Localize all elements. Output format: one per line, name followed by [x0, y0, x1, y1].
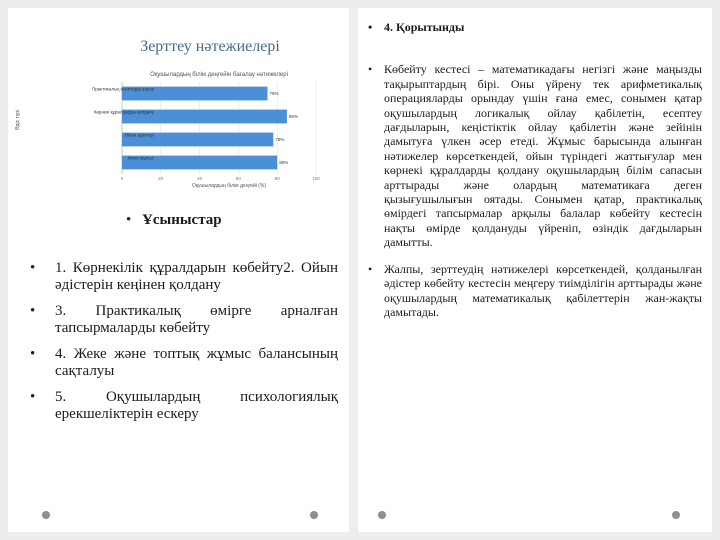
chart-x-tick-label: 0: [120, 176, 124, 181]
recommendation-text: 1. Көрнекілік құралдарын көбейту2. Ойын әдістерін кеңінен қолдану: [55, 260, 338, 293]
chart-y-axis-label: Әдіс түрі: [15, 109, 21, 131]
bullet: •: [30, 260, 36, 276]
chart-data-label: 78%: [275, 137, 285, 142]
chart-x-axis-label: Оқушылардың білім деңгейі (%): [191, 183, 267, 189]
bullet: •: [30, 346, 36, 362]
bullet: •: [368, 20, 373, 34]
slide-nav-dot-left-2[interactable]: [310, 511, 318, 519]
chart-x-tick-label: 80: [274, 176, 280, 181]
conclusion-paragraph-text: Көбейту кестесі – математикадағы негізгі және маңызды тақырыптардың бірі. Оны үйрену тек арифметикалық операцияларды орындау үшін ғана емес, сонымен қатар оқушылардың логикалық ойлау қабілетін, есептеу дағдыларын, кеңістіктік ойлау қабілетін және зейінін дамытуға үлкен әсер етеді. Жұмыс барысында алынған нәтижелер көрсеткендей, ойын түріндегі жаттығулар мен көрнекі құралдарды қолдану оқушылардың білім сапасын арттырады және олардың математикаға деген қызығушылығын оятады. Сонымен қатар, практикалық өмірдегі тапсырмалар арқылы балалар көбейту кестесін нақты өмірде қолдануды үйреніп, өзіндік дағдыларын дамытты.: [384, 62, 702, 250]
conclusion-list: [368, 20, 702, 331]
chart-x-tick-label: 60: [235, 176, 241, 181]
results-chart: [14, 68, 334, 190]
conclusion-heading-text: 4. Қорытынды: [384, 20, 465, 34]
chart-category-label: Көрнекі құралдарды қолдану: [93, 109, 154, 115]
chart-x-tick-label: 100: [312, 176, 320, 181]
chart-x-tick-label: 20: [158, 176, 164, 181]
recommendation-text: 5. Оқушылардың психологиялық ерекшеліктерін ескеру: [55, 389, 338, 422]
recommendations-heading-text: Ұсыныстар: [142, 212, 222, 228]
chart-x-tick-label: 40: [197, 176, 203, 181]
chart-data-label: 75%: [269, 91, 279, 96]
slide-title: Зерттеу нәтежиелері: [140, 38, 280, 55]
chart-category-label: Практикалық есептерді шешу: [92, 86, 154, 92]
slide-nav-dot-left[interactable]: [42, 511, 50, 519]
recommendation-item: [30, 389, 338, 423]
slide-nav-dot-right-2[interactable]: [672, 511, 680, 519]
conclusion-paragraph: [368, 62, 702, 249]
chart-title: Оқушылардың білім деңгейін бағалау нәтижелері: [150, 72, 288, 78]
bullet: •: [30, 389, 36, 405]
slide-nav-dot-right[interactable]: [378, 511, 386, 519]
bullet: •: [368, 62, 373, 77]
chart-category-label: Ойын әдістері: [124, 132, 154, 138]
recommendations-list: [30, 260, 338, 432]
recommendation-text: 4. Жеке және топтық жұмыс балансының сақталуы: [55, 346, 338, 379]
recommendation-item: [30, 303, 338, 337]
bullet: •: [368, 261, 373, 276]
bullet: •: [126, 212, 132, 228]
conclusion-paragraph-text: Жалпы, зерттеудің нәтижелері көрсеткендей, қолданылған әдістер көбейту кестесін меңгеру тиімділігін арттырады және оқушылардың математикалық қабілеттерін жан-жақты дамытады.: [384, 261, 702, 319]
recommendation-item: [30, 346, 338, 380]
recommendation-item: [30, 260, 338, 294]
bullet: •: [30, 303, 36, 319]
chart-data-label: 80%: [279, 160, 289, 165]
recommendation-text: 3. Практикалық өмірге арналған тапсырмаларды көбейту: [55, 303, 338, 336]
recommendations-heading: [126, 212, 222, 229]
chart-category-label: Жеке жұмыс: [127, 155, 154, 161]
conclusion-paragraph: [368, 262, 702, 320]
chart-data-label: 85%: [288, 114, 298, 119]
conclusion-heading: [368, 20, 702, 34]
